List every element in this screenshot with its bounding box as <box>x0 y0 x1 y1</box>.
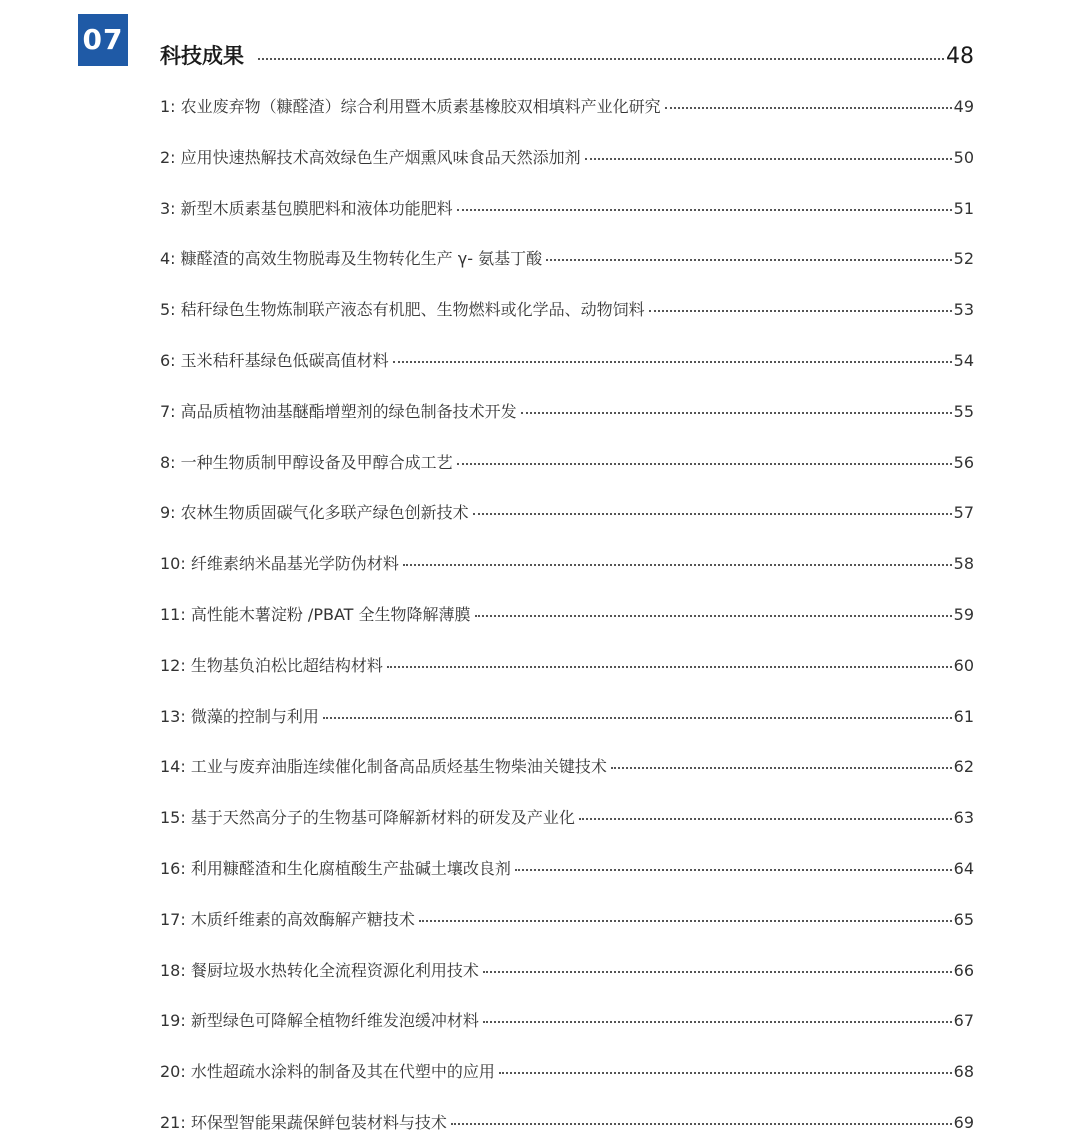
toc-entry-page-number: 51 <box>953 198 974 218</box>
section-heading-row[interactable] <box>160 40 974 70</box>
dot-leader <box>323 717 952 719</box>
toc-entry[interactable] <box>160 399 974 422</box>
toc-entry-number: 1: <box>160 97 176 116</box>
toc-entry-title: 农业废弃物（糠醛渣）综合利用暨木质素基橡胶双相填料产业化研究 <box>180 97 661 116</box>
toc-entry-number: 18: <box>160 960 186 980</box>
toc-entry[interactable] <box>160 1110 974 1133</box>
chapter-badge: 07 <box>78 14 128 66</box>
toc-entry-number: 3: <box>160 198 176 218</box>
toc-entry-number: 4: <box>160 249 176 269</box>
toc-entry-label <box>160 653 383 676</box>
dot-leader <box>515 869 952 871</box>
toc-entry-label <box>160 196 453 219</box>
dot-leader <box>451 1123 952 1125</box>
toc-entry-title: 水性超疏水涂料的制备及其在代塑中的应用 <box>190 1062 495 1082</box>
toc-entry-page-number: 63 <box>953 808 974 828</box>
toc-entry-title: 木质纤维素的高效酶解产糖技术 <box>190 909 415 929</box>
toc-entry-title: 应用快速热解技术高效绿色生产烟熏风味食品天然添加剂 <box>180 147 581 167</box>
toc-entry-title: 一种生物质制甲醇设备及甲醇合成工艺 <box>180 452 453 472</box>
toc-entry-label <box>160 805 575 828</box>
toc-entry-number: 13: <box>160 706 186 726</box>
toc-entry-title: 玉米秸秆基绿色低碳高值材料 <box>180 351 389 370</box>
toc-entry-number: 6: <box>160 351 176 370</box>
toc-entry-title: 新型绿色可降解全植物纤维发泡缓冲材料 <box>190 1011 479 1031</box>
toc-entry-label <box>160 1059 495 1082</box>
toc-entry[interactable] <box>160 958 974 981</box>
dot-leader <box>499 1072 952 1074</box>
toc-entry-number: 15: <box>160 808 186 828</box>
toc-entry-number: 8: <box>160 452 176 472</box>
dot-leader <box>457 209 952 211</box>
dot-leader <box>393 361 952 363</box>
toc-entry-page-number: 57 <box>953 503 974 523</box>
toc-entry-page-number: 65 <box>953 909 974 929</box>
toc-entry[interactable] <box>160 145 974 168</box>
toc-entry-label <box>160 297 645 320</box>
toc-entry-page-number: 54 <box>953 351 974 370</box>
toc-entry[interactable] <box>160 551 974 574</box>
dot-leader <box>521 412 952 414</box>
toc-entry-number: 14: <box>160 757 186 777</box>
toc-entry[interactable] <box>160 450 974 473</box>
toc-entry-title: 基于天然高分子的生物基可降解新材料的研发及产业化 <box>190 808 575 828</box>
toc-entry-page-number: 61 <box>953 706 974 726</box>
toc-entry-number: 2: <box>160 147 176 167</box>
toc-entry[interactable] <box>160 602 974 625</box>
toc-entry-page-number: 60 <box>953 655 974 675</box>
toc-entry-page-number: 56 <box>953 452 974 472</box>
toc-entry-page-number: 59 <box>953 605 974 624</box>
dot-leader <box>649 310 952 312</box>
toc-entry-number: 5: <box>160 300 176 320</box>
dot-leader <box>457 463 952 465</box>
toc-entry[interactable] <box>160 297 974 320</box>
toc-entry-page-number: 67 <box>953 1011 974 1031</box>
dot-leader <box>483 1021 952 1023</box>
toc-entry-page-number: 68 <box>953 1062 974 1082</box>
toc-entry-title: 生物基负泊松比超结构材料 <box>190 655 383 675</box>
toc-entry[interactable] <box>160 856 974 879</box>
toc-entry-page-number: 53 <box>953 300 974 320</box>
toc-entry-page-number: 58 <box>953 554 974 574</box>
toc-entry-label <box>160 704 319 727</box>
dot-leader <box>611 767 952 769</box>
toc-entry-title: 新型木质素基包膜肥料和液体功能肥料 <box>180 198 453 218</box>
toc-entry-label <box>160 500 469 523</box>
toc-entry-title: 糠醛渣的高效生物脱毒及生物转化生产 γ- 氨基丁酸 <box>180 249 543 269</box>
toc-entry[interactable] <box>160 94 974 117</box>
toc-entry-page-number: 50 <box>953 147 974 167</box>
toc-entry-title: 秸秆绿色生物炼制联产液态有机肥、生物燃料或化学品、动物饲料 <box>180 300 645 320</box>
toc-entry-number: 19: <box>160 1011 186 1031</box>
toc-entry-label <box>160 145 581 168</box>
toc-entry-label <box>160 1110 447 1133</box>
dot-leader <box>665 107 952 109</box>
toc-entry-label <box>160 551 399 574</box>
dot-leader <box>403 564 952 566</box>
toc-entry-label <box>160 94 661 117</box>
toc-entry-number: 7: <box>160 401 176 421</box>
toc-entry-page-number: 64 <box>953 859 974 878</box>
section-page-number: 48 <box>946 44 974 69</box>
dot-leader <box>387 666 952 668</box>
toc-entry[interactable] <box>160 653 974 676</box>
toc-entry[interactable] <box>160 196 974 219</box>
toc-entry-label <box>160 1008 479 1031</box>
toc-entry[interactable] <box>160 704 974 727</box>
toc-entry-title: 利用糠醛渣和生化腐植酸生产盐碱土壤改良剂 <box>190 859 511 878</box>
dot-leader <box>483 971 952 973</box>
toc-entry-label <box>160 399 517 422</box>
toc-entry-number: 11: <box>160 605 186 624</box>
dot-leader <box>258 58 944 60</box>
toc-entry[interactable] <box>160 1059 974 1082</box>
toc-entry-page-number: 62 <box>953 757 974 777</box>
toc-entry-number: 9: <box>160 503 176 523</box>
dot-leader <box>546 259 952 261</box>
toc-entry[interactable] <box>160 348 974 371</box>
toc-entry-page-number: 52 <box>953 249 974 269</box>
toc-entry-page-number: 69 <box>953 1113 974 1132</box>
toc-entry-label <box>160 246 542 269</box>
toc-entry-number: 20: <box>160 1062 186 1082</box>
toc-entry-label <box>160 450 453 473</box>
toc-entry-label <box>160 856 511 879</box>
toc-entry-title: 餐厨垃圾水热转化全流程资源化利用技术 <box>190 960 479 980</box>
toc-entry-label <box>160 348 389 371</box>
dot-leader <box>419 920 952 922</box>
toc-entry-label <box>160 907 415 930</box>
toc-entry-page-number: 66 <box>953 960 974 980</box>
toc-entry-number: 10: <box>160 554 186 574</box>
toc-entry-page-number: 55 <box>953 401 974 421</box>
dot-leader <box>473 513 952 515</box>
section-title: 科技成果 <box>160 44 244 68</box>
toc-entry-title: 工业与废弃油脂连续催化制备高品质烃基生物柴油关键技术 <box>190 757 607 777</box>
toc-entry-number: 12: <box>160 655 186 675</box>
toc-entry-title: 微藻的控制与利用 <box>190 706 319 726</box>
dot-leader <box>579 818 952 820</box>
toc-entry-number: 16: <box>160 859 186 878</box>
toc-entry-title: 高性能木薯淀粉 /PBAT 全生物降解薄膜 <box>190 605 471 624</box>
toc-entry[interactable] <box>160 805 974 828</box>
toc-entry-title: 环保型智能果蔬保鲜包装材料与技术 <box>190 1113 447 1132</box>
toc-entry-title: 高品质植物油基醚酯增塑剂的绿色制备技术开发 <box>180 401 517 421</box>
toc-entry[interactable] <box>160 754 974 777</box>
toc-entry[interactable] <box>160 246 974 269</box>
toc-entry-number: 21: <box>160 1113 186 1132</box>
toc-entry-title: 纤维素纳米晶基光学防伪材料 <box>190 554 399 574</box>
toc-entry-label <box>160 754 607 777</box>
dot-leader <box>585 158 952 160</box>
toc-entry-label <box>160 958 479 981</box>
dot-leader <box>475 615 952 617</box>
toc-entry-page-number: 49 <box>953 97 974 116</box>
toc-entry-label <box>160 602 471 625</box>
toc-entry[interactable] <box>160 1008 974 1031</box>
toc-entry[interactable] <box>160 500 974 523</box>
toc-entry-title: 农林生物质固碳气化多联产绿色创新技术 <box>180 503 469 523</box>
toc-entry-number: 17: <box>160 909 186 929</box>
toc-entry[interactable] <box>160 907 974 930</box>
